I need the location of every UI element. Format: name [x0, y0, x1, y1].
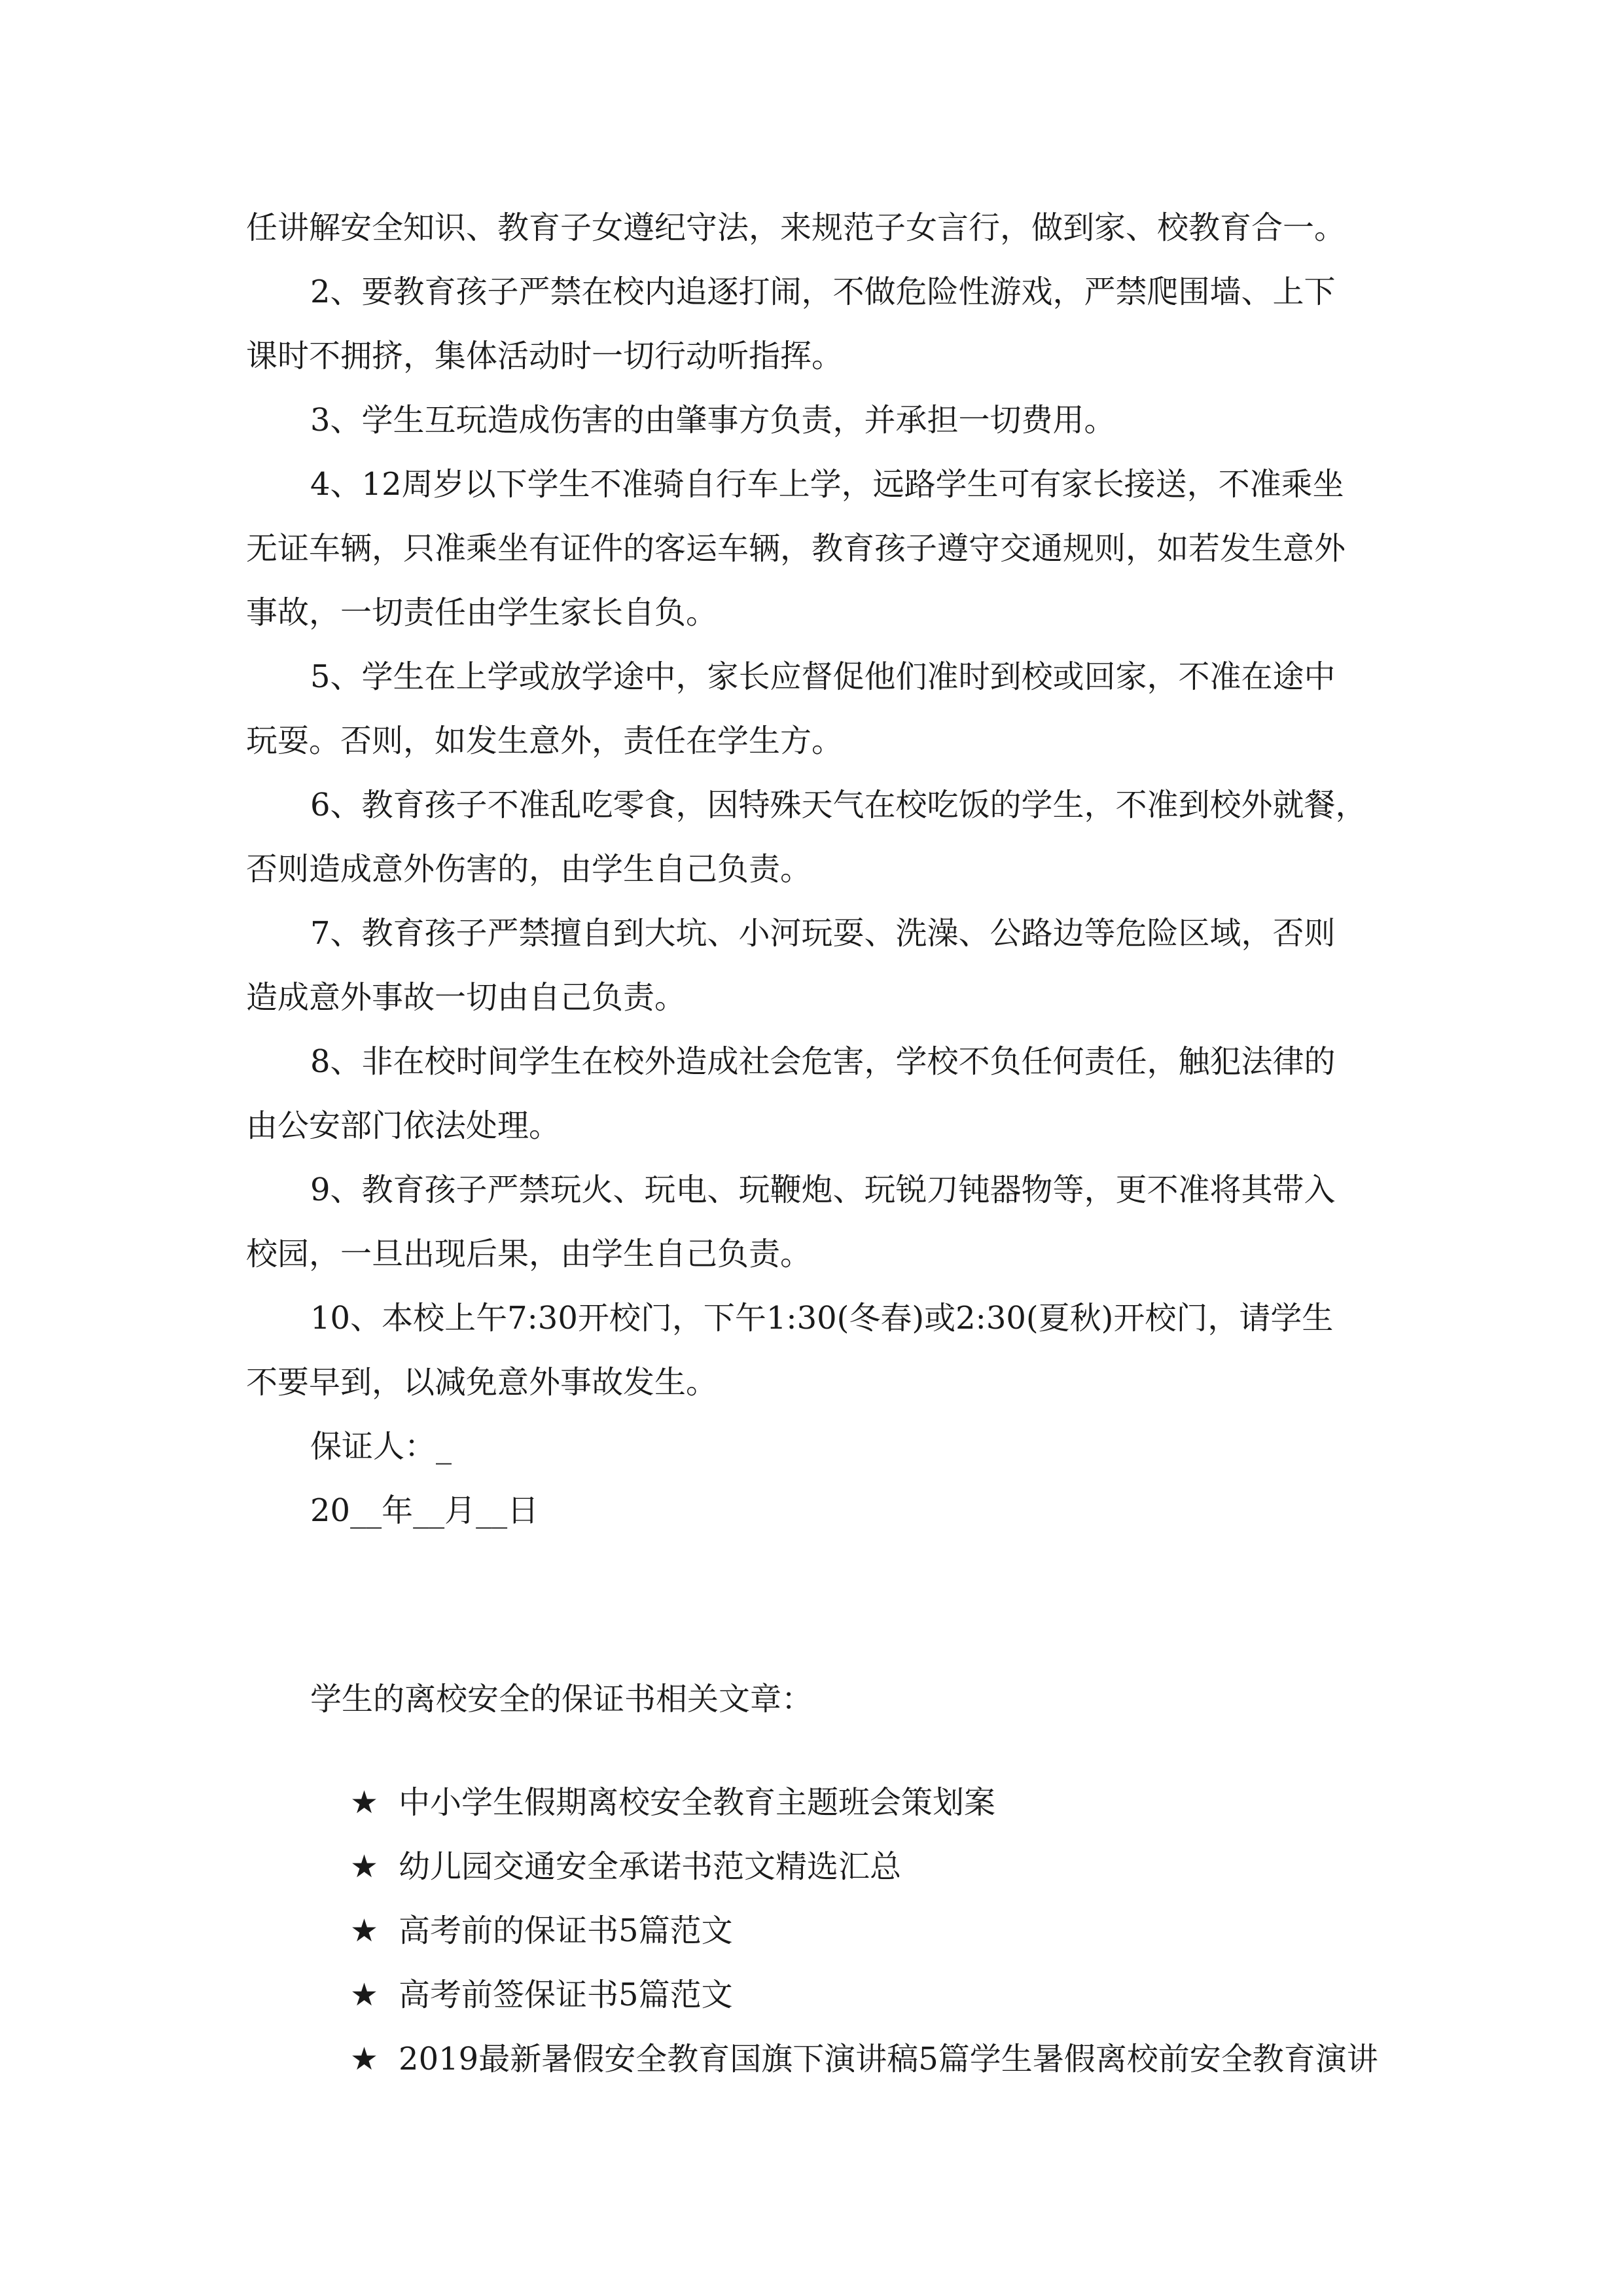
- star-icon: ★: [350, 1977, 379, 2013]
- guarantor-label: 保证人：_: [310, 1428, 452, 1465]
- related-article-link[interactable]: 高考前签保证书5篇范文: [399, 1977, 733, 2013]
- item-5-line-1: 5、学生在上学或放学途中，家长应督促他们准时到校或回家，不准在途中: [310, 658, 1336, 695]
- star-icon: ★: [350, 1912, 379, 1949]
- item-4-line-3: 事故，一切责任由学生家长自负。: [246, 594, 718, 631]
- item-8-line-1: 8、非在校时间学生在校外造成社会危害，学校不负任何责任，触犯法律的: [310, 1043, 1336, 1080]
- item-6-line-2: 否则造成意外伤害的，由学生自己负责。: [246, 851, 812, 888]
- item-10-line-2: 不要早到，以减免意外事故发生。: [246, 1364, 718, 1401]
- item-10-line-1: 10、本校上午7:30开校门，下午1:30(冬春)或2:30(夏秋)开校门，请学生: [310, 1300, 1334, 1336]
- related-article-link[interactable]: 幼儿园交通安全承诺书范文精选汇总: [399, 1848, 902, 1885]
- star-icon: ★: [350, 2041, 379, 2077]
- item-4-line-2: 无证车辆，只准乘坐有证件的客运车辆，教育孩子遵守交通规则，如若发生意外: [246, 530, 1346, 567]
- date-line: 20__年__月__日: [310, 1492, 539, 1529]
- item-4-line-1: 4、12周岁以下学生不准骑自行车上学，远路学生可有家长接送，不准乘坐: [310, 466, 1344, 503]
- item-6-line-1: 6、教育孩子不准乱吃零食，因特殊天气在校吃饭的学生，不准到校外就餐，: [310, 787, 1367, 823]
- related-article-link[interactable]: 中小学生假期离校安全教育主题班会策划案: [399, 1784, 996, 1821]
- star-icon: ★: [350, 1848, 379, 1885]
- item-7-line-2: 造成意外事故一切由自己负责。: [246, 979, 687, 1016]
- body-line: 任讲解安全知识、教育子女遵纪守法，来规范子女言行，做到家、校教育合一。: [246, 209, 1346, 246]
- item-5-line-2: 玩耍。否则，如发生意外，责任在学生方。: [246, 723, 844, 759]
- item-2-line-1: 2、要教育孩子严禁在校内追逐打闹，不做危险性游戏，严禁爬围墙、上下: [310, 274, 1336, 310]
- related-article-link[interactable]: 高考前的保证书5篇范文: [399, 1912, 733, 1949]
- related-article-item[interactable]: [310, 2000, 1378, 2118]
- star-icon: ★: [350, 1784, 379, 1821]
- item-8-line-2: 由公安部门依法处理。: [246, 1107, 561, 1144]
- item-3-line: 3、学生互玩造成伤害的由肇事方负责，并承担一切费用。: [310, 402, 1116, 439]
- item-9-line-1: 9、教育孩子严禁玩火、玩电、玩鞭炮、玩锐刀钝器物等，更不准将其带入: [310, 1172, 1336, 1208]
- related-article-link[interactable]: 2019最新暑假安全教育国旗下演讲稿5篇学生暑假离校前安全教育演讲: [399, 2041, 1378, 2077]
- item-2-line-2: 课时不拥挤，集体活动时一切行动听指挥。: [246, 338, 844, 374]
- related-articles-title: 学生的离校安全的保证书相关文章：: [310, 1681, 813, 1717]
- item-9-line-2: 校园，一旦出现后果，由学生自己负责。: [246, 1236, 812, 1272]
- item-7-line-1: 7、教育孩子严禁擅自到大坑、小河玩耍、洗澡、公路边等危险区域，否则: [310, 915, 1336, 952]
